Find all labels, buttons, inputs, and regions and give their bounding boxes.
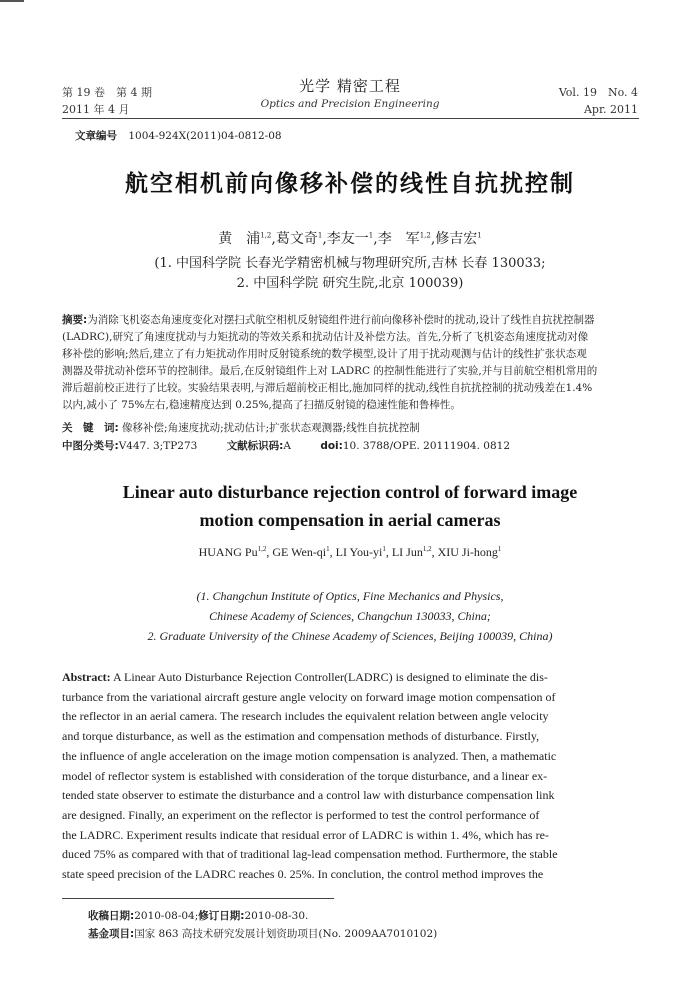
footnote-divider xyxy=(62,898,334,899)
abstract-en-line: and torque disturbance, as well as the estimation and compensation methods of disturbance. Firstly, xyxy=(62,729,540,744)
author-cn-sup: 1 xyxy=(317,231,323,240)
fund-label: 基金项目: xyxy=(88,928,135,940)
author-cn-sup: 1,2 xyxy=(260,231,272,240)
clc-label: 中图分类号: xyxy=(62,440,119,452)
author-en-sup: 1 xyxy=(326,545,330,553)
classification-line xyxy=(62,438,510,453)
article-number-value: 1004-924X(2011)04-0812-08 xyxy=(128,130,282,142)
author-cn: 修吉宏 xyxy=(435,231,478,247)
affiliation-en-1: (1. Changchun Institute of Optics, Fine Mechanics and Physics, xyxy=(196,589,504,603)
abstract-en-label: Abstract: xyxy=(62,670,111,684)
abstract-en-line: the influence of angle acceleration on the image motion compensation is analyzed. Then, a mathematic xyxy=(62,748,557,763)
author-cn: 李友一 xyxy=(326,231,369,247)
affiliation-cn-2: 2. 中国科学院 研究生院,北京 100039) xyxy=(236,276,464,291)
footnote-dates xyxy=(88,908,308,923)
abstract-en-line: A Linear Auto Disturbance Rejection Controller(LADRC) is designed to eliminate the dis- xyxy=(113,670,548,684)
author-en: LI Jun xyxy=(391,545,423,559)
date-cn: 2011 年 4 月 xyxy=(62,103,130,116)
journal-name-cn: 光学 精密工程 xyxy=(299,77,401,95)
doc-code-label: 文献标识码: xyxy=(226,440,284,452)
abstract-cn-line: (LADRC),研究了角速度扰动与力矩扰动的等效关系和扰动估计及补偿方法。首先,分析了飞机姿态角速度扰动对像 xyxy=(62,331,589,343)
author-en: GE Wen-qi xyxy=(272,545,327,559)
author-en: HUANG Pu xyxy=(198,545,258,559)
volume-issue-cn: 第 19 卷 第 4 期 xyxy=(62,86,152,99)
header-divider xyxy=(62,118,639,119)
top-edge-rule xyxy=(0,0,24,2)
article-number xyxy=(75,128,282,143)
doi-value: 10. 3788/OPE. 20111904. 0812 xyxy=(342,440,511,452)
authors-en: HUANG Pu$^{1,2}$, GE Wen-$qi^1$, LI You-$yi^1$, LI Jun$^{1,2}$, XIU Ji-hong$^1$ xyxy=(198,545,502,559)
author-en-sup: 1,2 xyxy=(422,545,432,553)
author-en: XIU Ji-hong xyxy=(437,545,498,559)
fund-value: 国家 863 高技术研究发展计划资助项目(No. 2009AA7010102) xyxy=(134,928,438,940)
author-cn: 李 军 xyxy=(377,231,420,247)
authors-cn: 黄 浦$^{1,2}$,葛文奇$^1$,李友一$^1$,李 军$^{1,2}$,修吉宏$^1$ xyxy=(218,231,482,247)
abstract-en xyxy=(62,668,639,885)
author-cn: 黄 浦 xyxy=(218,231,261,247)
abstract-en-line: the LADRC. Experiment results indicate that residual error of LADRC is within 1. 4%, which has re- xyxy=(62,827,549,842)
revised-label: 修订日期: xyxy=(198,910,245,922)
keywords xyxy=(62,420,420,435)
abstract-en-line: duced 75% as compared with that of traditional lag-lead compensation method. Furthermore, the stable xyxy=(62,847,558,862)
title-en xyxy=(0,478,700,534)
affiliation-en-2: Chinese Academy of Sciences, Changchun 130033, China; xyxy=(209,609,491,623)
received-label: 收稿日期: xyxy=(88,910,135,922)
abstract-en-line: model of reflector system is established with consideration of the torque disturbance, and a linear ex- xyxy=(62,768,548,783)
author-en-sup: 1,2 xyxy=(257,545,267,553)
abstract-cn-line: 为消除飞机姿态角速度变化对摆扫式航空相机反射镜组件进行前向像移补偿时的扰动,设计了线性自抗扰控制器 xyxy=(87,314,595,326)
title-en-line: Linear auto disturbance rejection control of forward image xyxy=(122,482,578,502)
article-number-label: 文章编号 xyxy=(75,130,117,142)
abstract-cn-line: 测器及带扰动补偿环节的控制律。最后,在反射镜组件上对 LADRC 的控制性能进行了实验,并与目前航空相机常用的 xyxy=(62,365,598,377)
keywords-label: 关 键 词: xyxy=(62,422,119,434)
abstract-en-line: the reflector in an aerial camera. The research includes the equivalent relation between angle velocity xyxy=(62,709,549,724)
abstract-cn xyxy=(62,312,639,414)
abstract-cn-line: 以内,减小了 75%左右,稳速精度达到 0.25%,提高了扫描反射镜的稳速性能和鲁棒性。 xyxy=(62,399,461,411)
author-cn-sup: 1 xyxy=(368,231,374,240)
author-en-sup: 1 xyxy=(382,545,386,553)
date-en: Apr. 2011 xyxy=(583,103,638,116)
revised-value: 2010-08-30. xyxy=(244,910,309,922)
author-cn-sup: 1,2 xyxy=(419,231,431,240)
abstract-en-line: turbance from the variational aircraft gesture angle velocity on forward image motion compensation of xyxy=(62,689,556,704)
footnote-fund xyxy=(88,926,437,941)
abstract-cn-line: 移补偿的影响;然后,建立了有力矩扰动作用时反射镜系统的数学模型,设计了用于扰动观测与估计的线性扩张状态观 xyxy=(62,348,587,360)
journal-name-en: Optics and Precision Engineering xyxy=(260,98,440,110)
keywords-value: 像移补偿;角速度扰动;扰动估计;扩张状态观测器;线性自抗扰控制 xyxy=(122,422,420,434)
header-right xyxy=(559,84,638,118)
abstract-cn-label: 摘要: xyxy=(62,314,88,326)
affiliation-cn-1: (1. 中国科学院 长春光学精密机械与物理研究所,吉林 长春 130033; xyxy=(154,256,546,271)
doi-label: doi: xyxy=(320,440,343,452)
author-en: LI You-yi xyxy=(335,545,383,559)
clc-value: V447. 3;TP273 xyxy=(118,440,198,452)
author-cn: 葛文奇 xyxy=(275,231,318,247)
title-en-line: motion compensation in aerial cameras xyxy=(199,510,501,530)
affiliation-en-3: 2. Graduate University of the Chinese Academy of Sciences, Beijing 100039, China) xyxy=(147,629,553,643)
doc-code-value: A xyxy=(283,440,291,452)
abstract-en-line: tended state observer to estimate the disturbance and a control law with disturbance compensation link xyxy=(62,788,555,803)
author-en-sup: 1 xyxy=(497,545,502,553)
abstract-en-line: state speed precision of the LADRC reaches 0. 25%. In conclution, the control method improves the xyxy=(62,867,544,882)
received-value: 2010-08-04; xyxy=(134,910,199,922)
abstract-cn-line: 滞后超前校正进行了比较。实验结果表明,与滞后超前校正相比,施加同样的扰动,线性自抗扰控制的扰动残差在1.4% xyxy=(62,382,593,394)
title-cn: 航空相机前向像移补偿的线性自抗扰控制 xyxy=(125,171,575,197)
abstract-en-line: are designed. Finally, an experiment on the reflector is performed to test the control performance of xyxy=(62,807,540,822)
volume-issue-en: Vol. 19 No. 4 xyxy=(558,86,638,99)
author-cn-sup: 1 xyxy=(477,231,482,240)
